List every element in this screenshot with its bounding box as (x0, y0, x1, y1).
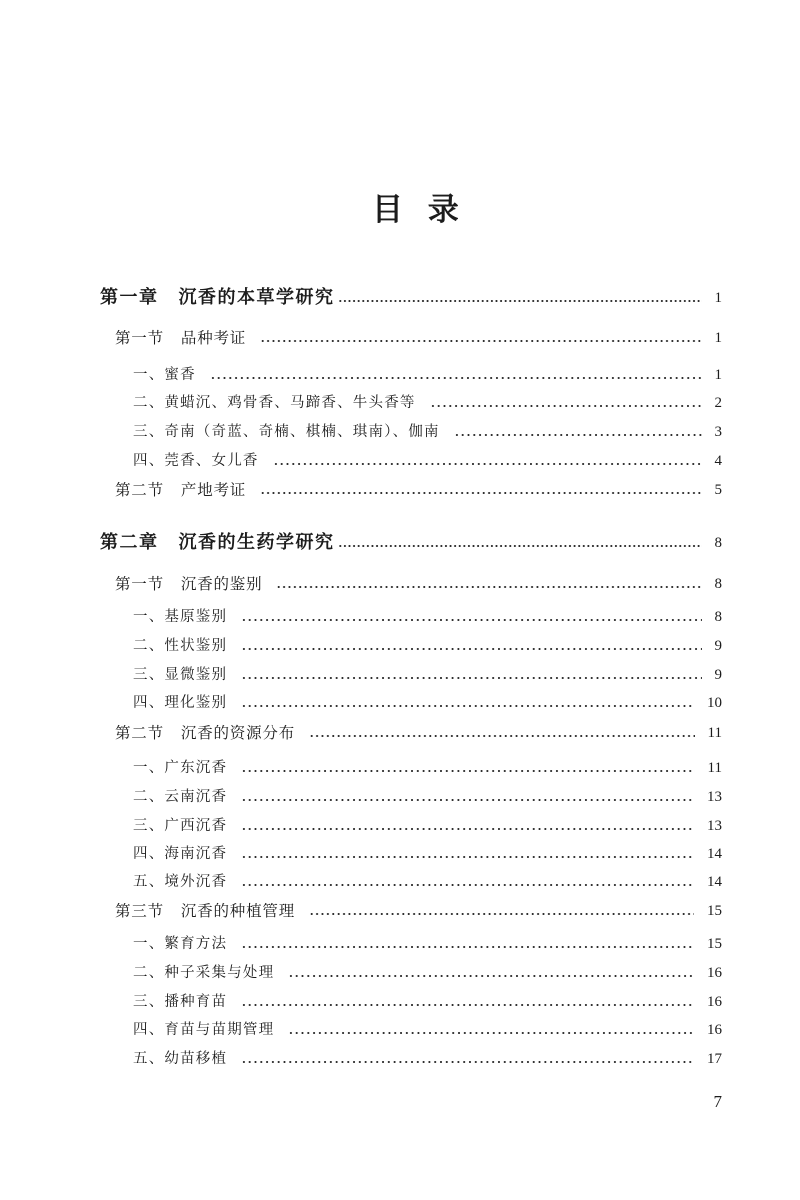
chapter-number: 第一章 (100, 287, 159, 308)
toc-heading: 目 录 (372, 192, 466, 228)
page-ref: 2 (714, 395, 722, 411)
section-title: 产地考证 (180, 481, 247, 499)
item-title: 四、育苗与苗期管理 (133, 1022, 275, 1038)
toc-item-row (133, 392, 722, 414)
dot-leader (454, 421, 702, 443)
item-title: 二、云南沉香 (133, 789, 228, 805)
item-title: 二、种子采集与处理 (133, 965, 275, 981)
page-ref: 3 (714, 424, 722, 440)
section-title: 沉香的种植管理 (180, 902, 296, 920)
item-title: 一、广东沉香 (133, 760, 228, 776)
dot-leader (241, 635, 701, 657)
page-ref: 8 (714, 609, 722, 625)
page-ref: 15 (707, 903, 722, 919)
section-number: 第二节 (115, 481, 164, 499)
toc-item-row (133, 1019, 722, 1041)
page-ref: 15 (707, 936, 722, 952)
page-ref: 14 (707, 874, 722, 890)
item-title: 三、广西沉香 (133, 818, 228, 834)
item-title: 一、蜜香 (133, 367, 196, 383)
toc-item-row (133, 664, 722, 686)
toc-item-row (133, 757, 722, 779)
toc-chapter-row (100, 532, 722, 554)
dot-leader (241, 991, 694, 1013)
dot-leader (338, 287, 702, 309)
toc-chapter-row (100, 287, 722, 309)
page-ref: 9 (714, 638, 722, 654)
toc-section-row (115, 479, 722, 501)
page-ref: 11 (707, 725, 722, 741)
item-title: 三、显微鉴别 (133, 667, 228, 683)
page-ref: 1 (714, 330, 722, 346)
toc-item-row (133, 843, 722, 865)
page-ref: 8 (714, 535, 722, 551)
dot-leader (241, 757, 694, 779)
dot-leader (241, 815, 694, 837)
page-ref: 13 (707, 818, 722, 834)
page-ref: 9 (714, 667, 722, 683)
page-ref: 16 (707, 994, 722, 1010)
toc-item-row (133, 450, 722, 472)
item-title: 四、理化鉴别 (133, 695, 228, 711)
dot-leader (241, 664, 701, 686)
page-ref: 1 (714, 290, 722, 306)
dot-leader (241, 692, 694, 714)
dot-leader (273, 450, 702, 472)
page-ref: 16 (707, 1022, 722, 1038)
page-ref: 14 (707, 846, 722, 862)
item-title: 一、基原鉴别 (133, 609, 228, 625)
dot-leader (241, 871, 694, 893)
toc-item-row (133, 606, 722, 628)
chapter-title: 沉香的生药学研究 (178, 532, 335, 553)
toc-item-row (133, 815, 722, 837)
toc-item-row (133, 786, 722, 808)
dot-leader (276, 573, 701, 595)
item-title: 二、性状鉴别 (133, 638, 228, 654)
dot-leader (288, 962, 694, 984)
section-title: 品种考证 (180, 329, 247, 347)
page-ref: 4 (714, 453, 722, 469)
dot-leader (241, 843, 694, 865)
page-ref: 11 (707, 760, 722, 776)
chapter-title: 沉香的本草学研究 (178, 287, 335, 308)
toc-section-row (115, 573, 722, 595)
item-title: 三、奇南（奇蓝、奇楠、棋楠、琪南）、伽南 (133, 424, 440, 440)
item-title: 五、境外沉香 (133, 874, 228, 890)
toc-item-row (133, 421, 722, 443)
page-ref: 17 (707, 1051, 722, 1067)
dot-leader (260, 479, 701, 501)
page-ref: 1 (714, 367, 722, 383)
toc-section-row (115, 722, 722, 744)
dot-leader (309, 722, 695, 744)
section-number: 第三节 (115, 902, 164, 920)
dot-leader (260, 327, 701, 349)
section-number: 第一节 (115, 329, 164, 347)
item-title: 三、播种育苗 (133, 994, 228, 1010)
toc-section-row (115, 900, 722, 922)
page-ref: 10 (707, 695, 722, 711)
dot-leader (241, 606, 701, 628)
dot-leader (241, 786, 694, 808)
dot-leader (241, 933, 694, 955)
toc-item-row (133, 364, 722, 386)
dot-leader (241, 1048, 694, 1070)
section-number: 第二节 (115, 724, 164, 742)
page-ref: 16 (707, 965, 722, 981)
item-title: 四、莞香、女儿香 (133, 453, 259, 469)
page-ref: 8 (714, 576, 722, 592)
dot-leader (338, 532, 702, 554)
section-title: 沉香的鉴别 (180, 575, 263, 593)
toc-item-row (133, 962, 722, 984)
toc-item-row (133, 692, 722, 714)
item-title: 二、黄蜡沉、鸡骨香、马蹄香、牛头香等 (133, 395, 416, 411)
chapter-number: 第二章 (100, 532, 159, 553)
item-title: 五、幼苗移植 (133, 1051, 228, 1067)
toc-item-row (133, 871, 722, 893)
section-number: 第一节 (115, 575, 164, 593)
page-ref: 5 (714, 482, 722, 498)
dot-leader (288, 1019, 694, 1041)
item-title: 一、繁育方法 (133, 936, 228, 952)
toc-item-row (133, 635, 722, 657)
dot-leader (309, 900, 694, 922)
toc-section-row (115, 327, 722, 349)
toc-item-row (133, 1048, 722, 1070)
page-ref: 13 (707, 789, 722, 805)
section-title: 沉香的资源分布 (180, 724, 296, 742)
folio-page-number: 7 (713, 1092, 722, 1111)
item-title: 四、海南沉香 (133, 846, 228, 862)
toc-item-row (133, 991, 722, 1013)
dot-leader (210, 364, 702, 386)
dot-leader (430, 392, 702, 414)
toc-item-row (133, 933, 722, 955)
